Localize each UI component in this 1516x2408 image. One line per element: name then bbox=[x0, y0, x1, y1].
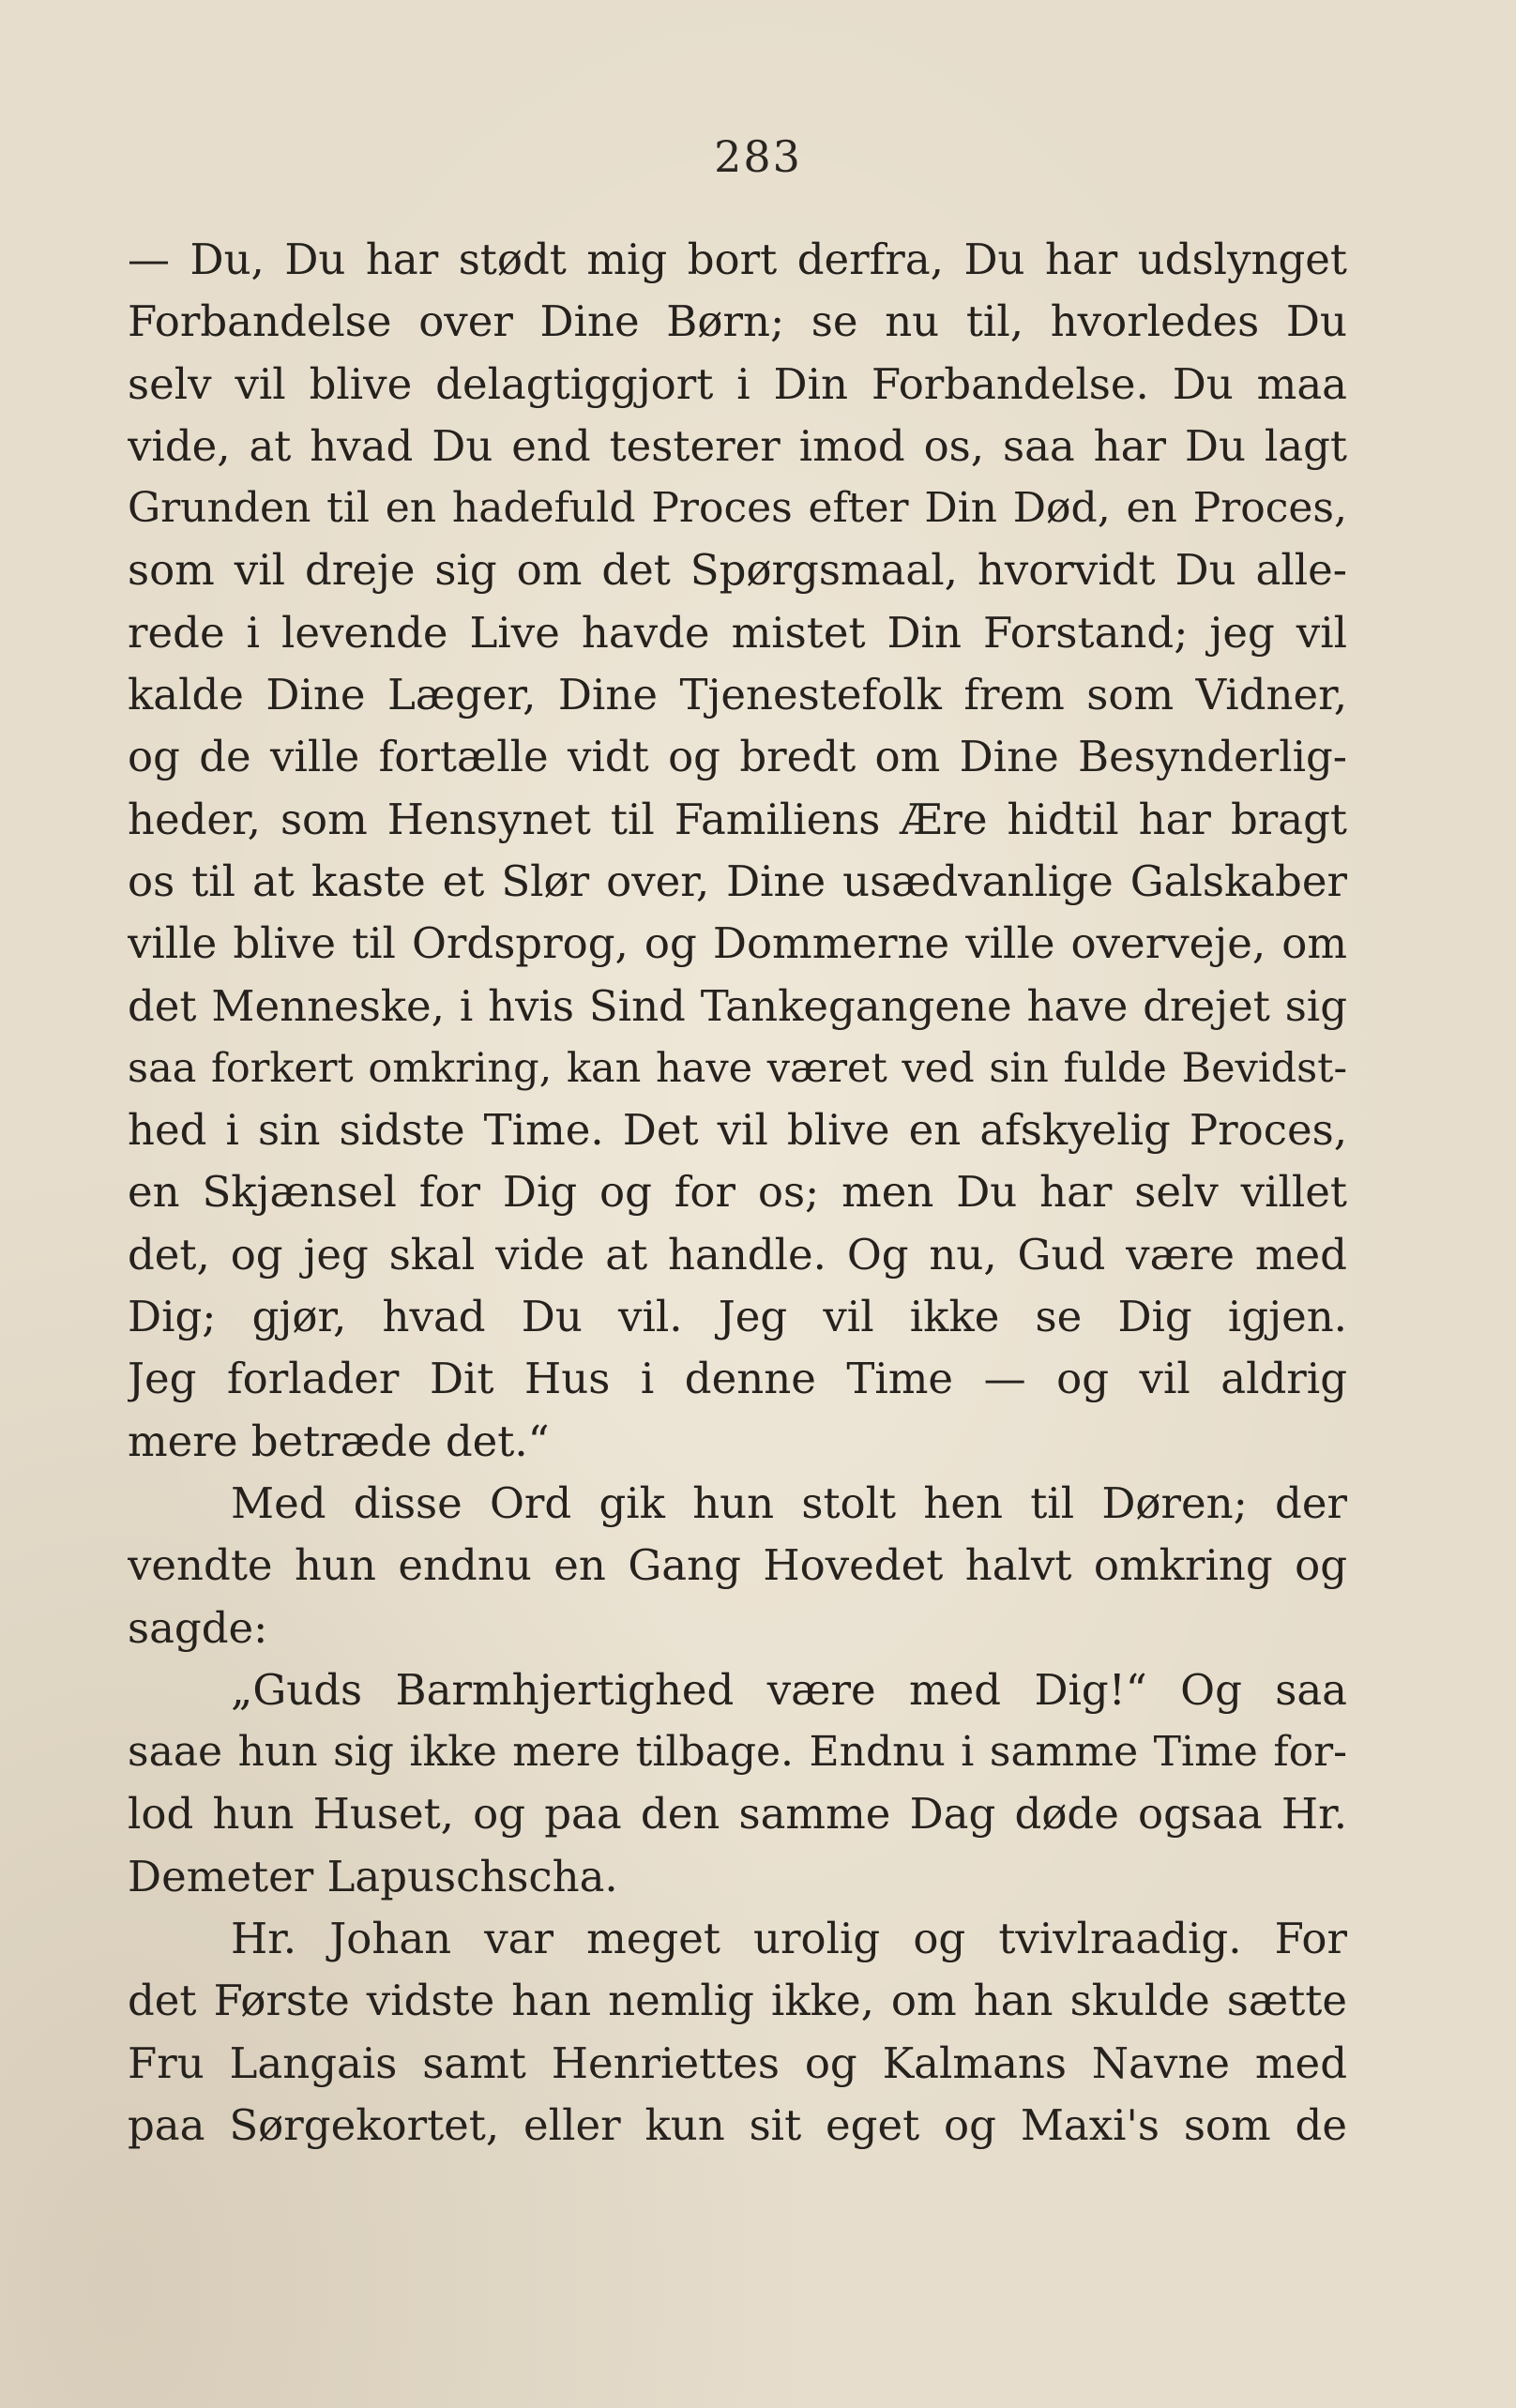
text-line: Fru Langais samt Henriettes og Kalmans Navne med bbox=[128, 2037, 1347, 2088]
text-line: rede i levende Live havde mistet Din Forstand; jeg vil bbox=[128, 607, 1347, 658]
text-line: det Menneske, i hvis Sind Tankegangene have drejet sig bbox=[128, 980, 1347, 1031]
text-line: „Guds Barmhjertighed være med Dig!“ Og saa bbox=[231, 1664, 1347, 1715]
text-line: og de ville fortælle vidt og bredt om Dine Besynderlig- bbox=[128, 732, 1347, 782]
text-line: saae hun sig ikke mere tilbage. Endnu i samme Time for- bbox=[128, 1728, 1347, 1777]
text-line: selv vil blive delagtiggjort i Din Forbandelse. Du maa bbox=[128, 358, 1347, 409]
text-line: som vil dreje sig om det Spørgsmaal, hvorvidt Du alle- bbox=[128, 545, 1347, 596]
text-line: saa forkert omkring, kan have været ved sin fulde Bevidst- bbox=[128, 1044, 1347, 1092]
text-line: det Første vidste han nemlig ikke, om han skulde sætte bbox=[128, 1976, 1347, 2026]
text-line: Dig; gjør, hvad Du vil. Jeg vil ikke se Dig igjen. bbox=[128, 1292, 1347, 1342]
text-line: Med disse Ord gik hun stolt hen til Døren; der bbox=[231, 1477, 1347, 1528]
text-line: kalde Dine Læger, Dine Tjenestefolk frem som Vidner, bbox=[128, 670, 1347, 720]
text-line: — Du, Du har stødt mig bort derfra, Du har udslynget bbox=[128, 235, 1347, 284]
text-line: Forbandelse over Dine Børn; se nu til, hvorledes Du bbox=[128, 296, 1347, 347]
text-line: vendte hun endnu en Gang Hovedet halvt omkring og bbox=[128, 1540, 1347, 1591]
text-line: sagde: bbox=[128, 1602, 268, 1653]
text-line: Grunden til en hadefuld Proces efter Din Død, en Proces, bbox=[128, 484, 1347, 533]
body-text bbox=[128, 229, 1347, 2157]
text-line: vide, at hvad Du end testerer imod os, saa har Du lagt bbox=[128, 420, 1347, 471]
text-line: mere betræde det.“ bbox=[128, 1416, 550, 1466]
page-number: 283 bbox=[714, 131, 802, 182]
text-line: Hr. Johan var meget urolig og tvivlraadig. For bbox=[231, 1914, 1347, 1964]
text-line: lod hun Huset, og paa den samme Dag døde ogsaa Hr. bbox=[128, 1789, 1347, 1840]
text-line: Demeter Lapuschscha. bbox=[128, 1851, 618, 1901]
text-line: paa Sørgekortet, eller kun sit eget og Maxi's som de bbox=[128, 2099, 1347, 2150]
text-line: hed i sin sidste Time. Det vil blive en afskyelig Proces, bbox=[128, 1105, 1347, 1156]
text-line: os til at kaste et Slør over, Dine usædvanlige Galskaber bbox=[128, 856, 1347, 906]
text-line: det, og jeg skal vide at handle. Og nu, Gud være med bbox=[128, 1229, 1347, 1280]
text-line: Jeg forlader Dit Hus i denne Time — og vil aldrig bbox=[128, 1354, 1347, 1404]
text-line: heder, som Hensynet til Familiens Ære hidtil har bragt bbox=[128, 794, 1347, 844]
text-line: ville blive til Ordsprog, og Dommerne ville overveje, om bbox=[128, 918, 1347, 969]
text-line: en Skjænsel for Dig og for os; men Du har selv villet bbox=[128, 1167, 1347, 1218]
